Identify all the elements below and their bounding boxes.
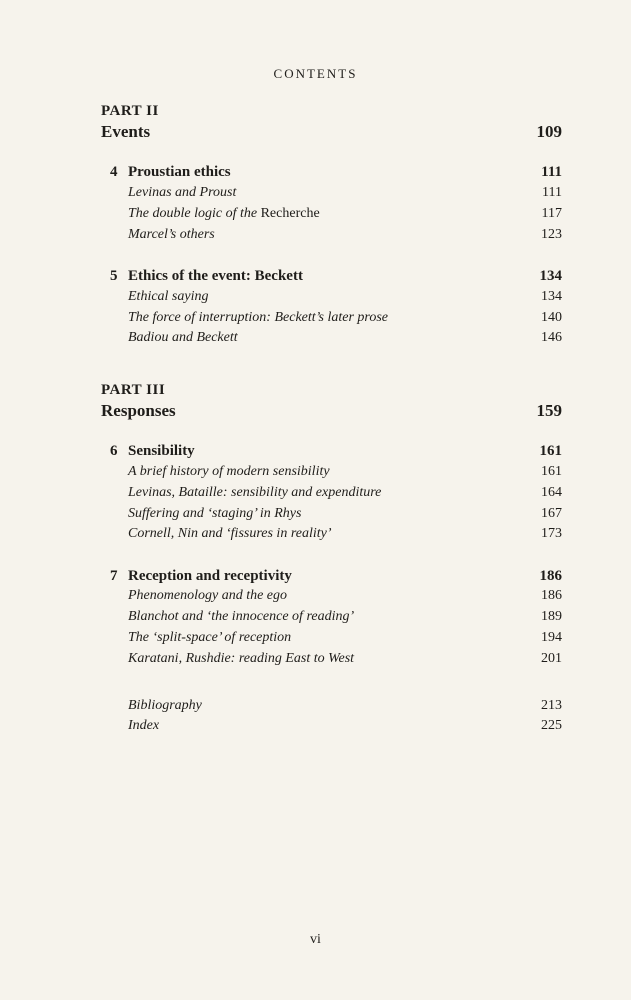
page-number: 123: [541, 227, 562, 242]
page-number: 161: [541, 464, 562, 479]
page-number: 225: [541, 718, 562, 733]
section-title: Phenomenology and the ego: [128, 588, 288, 603]
page-number: 173: [541, 526, 562, 541]
page-number: 213: [541, 698, 562, 713]
section-title: Badiou and Beckett: [128, 330, 238, 345]
section-title: Blanchot and ‘the innocence of reading’: [128, 609, 355, 624]
section-entry: [128, 464, 562, 480]
section-entry: [128, 330, 562, 346]
chapter-number: 5: [110, 268, 118, 284]
part-label: PART II: [101, 103, 159, 119]
page-number: 201: [541, 651, 562, 666]
page-number: 159: [536, 401, 562, 420]
page-number: 140: [541, 310, 562, 325]
chapter-title: Proustian ethics: [128, 164, 231, 180]
section-entry: [128, 227, 562, 243]
page-number: 186: [539, 568, 562, 584]
section-entry: [128, 289, 562, 305]
chapter-row: [110, 443, 562, 460]
page-number: 111: [542, 185, 562, 200]
part-title: Responses: [101, 401, 176, 420]
page-number: 134: [539, 268, 562, 284]
section-entry: [128, 506, 562, 522]
section-title: The double logic of the Recherche: [128, 206, 320, 221]
section-title: Cornell, Nin and ‘fissures in reality’: [128, 526, 332, 541]
section-entry: [128, 588, 562, 604]
page-number: 167: [541, 506, 562, 521]
section-entry: [128, 630, 562, 646]
section-title: Suffering and ‘staging’ in Rhys: [128, 506, 302, 521]
page-number: 111: [541, 164, 562, 180]
section-title: A brief history of modern sensibility: [128, 464, 330, 479]
section-entry: [128, 310, 562, 326]
section-entry: [128, 651, 562, 667]
page-number: 146: [541, 330, 562, 345]
section-title: Marcel’s others: [128, 227, 215, 242]
part-title: Events: [101, 122, 151, 141]
page-number: 161: [539, 443, 562, 459]
section-title: The ‘split-space’ of reception: [128, 630, 292, 645]
back-matter-title: Index: [128, 718, 160, 733]
section-entry: [128, 185, 562, 201]
page-number: 194: [541, 630, 562, 645]
part-label: PART III: [101, 382, 166, 398]
section-title: Ethical saying: [128, 289, 209, 304]
page-folio: vi: [310, 932, 321, 947]
section-title: Levinas and Proust: [128, 185, 237, 200]
chapter-number: 6: [110, 443, 118, 459]
page-number: 117: [541, 206, 562, 221]
section-title: Levinas, Bataille: sensibility and expenditure: [128, 485, 382, 500]
back-matter-entry: [128, 698, 562, 714]
chapter-number: 4: [110, 164, 118, 180]
page-number: 189: [541, 609, 562, 624]
chapter-title: Sensibility: [128, 443, 195, 459]
part-title-row: [101, 401, 562, 421]
chapter-number: 7: [110, 568, 118, 584]
chapter-title: Reception and receptivity: [128, 568, 292, 584]
chapter-row: [110, 164, 562, 181]
section-title: The force of interruption: Beckett’s later prose: [128, 310, 388, 325]
page-number: 109: [536, 122, 562, 141]
section-entry: [128, 526, 562, 542]
section-entry: [128, 609, 562, 625]
page-number: 134: [541, 289, 562, 304]
page-number: 164: [541, 485, 562, 500]
section-entry: [128, 206, 562, 222]
back-matter-title: Bibliography: [128, 698, 202, 713]
chapter-row: [110, 268, 562, 285]
section-title: Karatani, Rushdie: reading East to West: [128, 651, 355, 666]
chapter-title: Ethics of the event: Beckett: [128, 268, 303, 284]
part-title-row: [101, 122, 562, 142]
back-matter-entry: [128, 718, 562, 734]
running-head: CONTENTS: [273, 66, 358, 81]
chapter-row: [110, 568, 562, 585]
page-number: 186: [541, 588, 562, 603]
section-entry: [128, 485, 562, 501]
